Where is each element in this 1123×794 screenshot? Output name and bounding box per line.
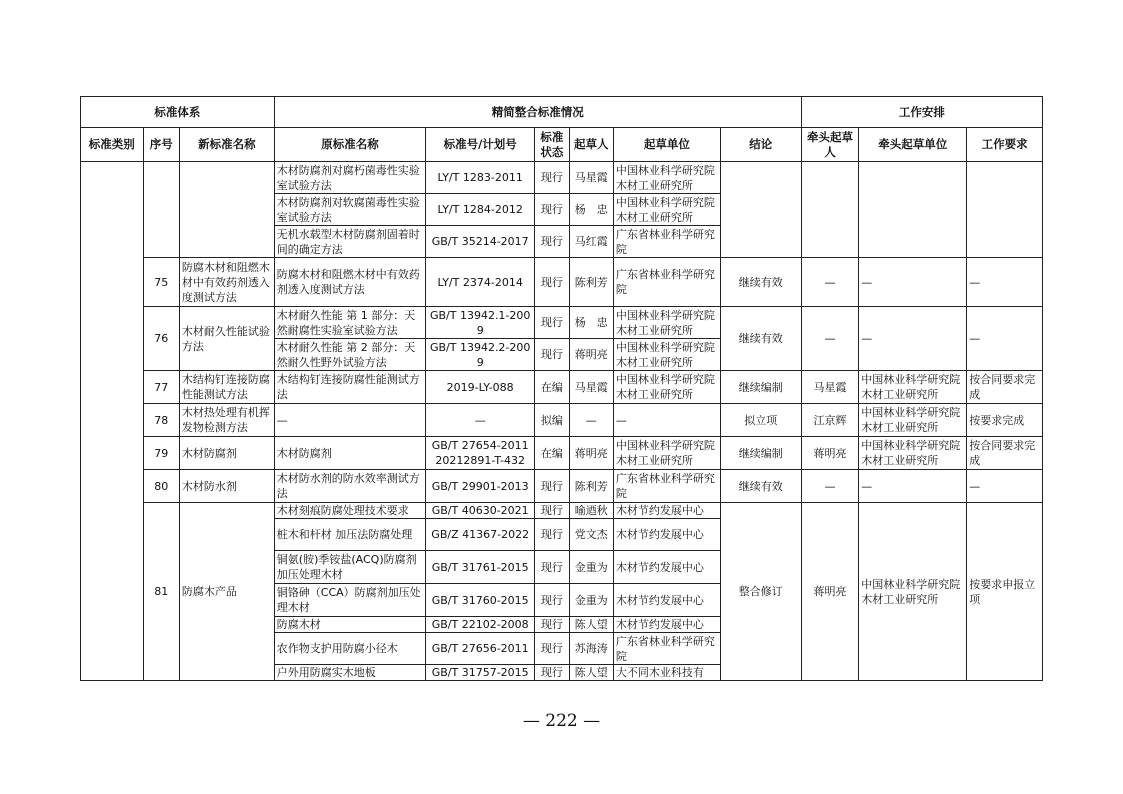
status: 现行 [535,584,569,617]
status: 现行 [535,339,569,371]
table-row [81,307,1043,339]
conclusion: 整合修订 [720,503,801,681]
status: 现行 [535,519,569,551]
lead-drafter: 蒋明亮 [801,503,859,681]
status: 现行 [535,617,569,633]
col-orig-name: 原标准名称 [274,128,425,162]
drafter: 喻迺秋 [569,503,613,519]
table-row [81,470,1043,503]
requirement: 按要求申报立项 [967,503,1043,681]
lead-drafter: 马星霞 [801,371,859,404]
orig-name: 木材防腐剂对软腐菌毒性实验室试验方法 [274,194,425,226]
drafter: 陈利芳 [569,470,613,503]
col-requirement: 工作要求 [967,128,1043,162]
std-no: LY/T 2374-2014 [426,258,535,307]
orig-name: 防腐木材 [274,617,425,633]
lead-drafter: — [801,307,859,371]
category-cell [81,162,144,681]
std-no: 2019-LY-088 [426,371,535,404]
col-lead-unit: 牵头起草单位 [859,128,967,162]
standards-table [80,96,1043,681]
new-name: 木结构钉连接防腐性能测试方法 [179,371,274,404]
header-group-system: 标准体系 [81,97,275,128]
drafter: 蒋明亮 [569,339,613,371]
unit: 大不同木业科技有 [613,665,720,681]
unit: 广东省林业科学研究院 [613,470,720,503]
unit: 木材节约发展中心 [613,584,720,617]
drafter: 杨 忠 [569,307,613,339]
new-name-cell [179,162,274,258]
unit: 广东省林业科学研究院 [613,226,720,258]
header-group-consolidation: 精简整合标准情况 [274,97,801,128]
orig-name: 木结构钉连接防腐性能测试方法 [274,371,425,404]
status: 拟编 [535,404,569,437]
orig-name: 无机水载型木材防腐剂固着时间的确定方法 [274,226,425,258]
lead-unit: 中国林业科学研究院木材工业研究所 [859,404,967,437]
orig-name: 铜铬砷（CCA）防腐剂加压处理木材 [274,584,425,617]
drafter: 蒋明亮 [569,437,613,470]
requirement: 按合同要求完成 [967,437,1043,470]
unit: 木材节约发展中心 [613,617,720,633]
std-no: LY/T 1284-2012 [426,194,535,226]
table-row [81,437,1043,470]
orig-name: 木材防腐剂对腐朽菌毒性实验室试验方法 [274,162,425,194]
unit: 广东省林业科学研究院 [613,633,720,665]
status: 现行 [535,307,569,339]
std-no: GB/T 22102-2008 [426,617,535,633]
std-no: GB/T 31761-2015 [426,551,535,584]
orig-name: 铜氨(胺)季铵盐(ACQ)防腐剂加压处理木材 [274,551,425,584]
drafter: 金重为 [569,551,613,584]
seq: 77 [143,371,179,404]
lead-drafter: 蒋明亮 [801,437,859,470]
std-no: GB/Z 41367-2022 [426,519,535,551]
status: 在编 [535,371,569,404]
drafter: — [569,404,613,437]
drafter: 金重为 [569,584,613,617]
requirement: 按合同要求完成 [967,371,1043,404]
lead-unit: 中国林业科学研究院木材工业研究所 [859,503,967,681]
seq: 78 [143,404,179,437]
conclusion [720,162,801,258]
orig-name: 防腐木材和阻燃木材中有效药剂透入度测试方法 [274,258,425,307]
std-no: GB/T 27654-2011 20212891-T-432 [426,437,535,470]
requirement: 按要求完成 [967,404,1043,437]
orig-name: 木材耐久性能 第 1 部分：天然耐腐性实验室试验方法 [274,307,425,339]
seq: 81 [143,503,179,681]
col-lead-drafter: 牵头起草人 [801,128,859,162]
seq: 79 [143,437,179,470]
conclusion: 继续编制 [720,437,801,470]
std-no: GB/T 31757-2015 [426,665,535,681]
requirement: — [967,258,1043,307]
table-row [81,371,1043,404]
lead-drafter [801,162,859,258]
new-name: 木材防水剂 [179,470,274,503]
seq: 80 [143,470,179,503]
col-new-name: 新标准名称 [179,128,274,162]
status: 在编 [535,437,569,470]
lead-unit: — [859,258,967,307]
lead-unit: — [859,307,967,371]
status: 现行 [535,194,569,226]
table-row [81,404,1043,437]
seq-cell [143,162,179,258]
unit: 木材节约发展中心 [613,503,720,519]
drafter: 苏海涛 [569,633,613,665]
orig-name: 木材耐久性能 第 2 部分：天然耐久性野外试验方法 [274,339,425,371]
std-no: GB/T 31760-2015 [426,584,535,617]
seq: 75 [143,258,179,307]
drafter: 党文杰 [569,519,613,551]
status: 现行 [535,162,569,194]
std-no: GB/T 13942.2-2009 [426,339,535,371]
unit: 中国林业科学研究院木材工业研究所 [613,437,720,470]
unit: 中国林业科学研究院木材工业研究所 [613,194,720,226]
col-conclusion: 结论 [720,128,801,162]
std-no: GB/T 13942.1-2009 [426,307,535,339]
header-group-row [81,97,1043,128]
new-name: 木材耐久性能试验方法 [179,307,274,371]
unit: 中国林业科学研究院木材工业研究所 [613,371,720,404]
lead-unit: 中国林业科学研究院木材工业研究所 [859,437,967,470]
std-no: GB/T 35214-2017 [426,226,535,258]
drafter: 陈利芳 [569,258,613,307]
conclusion: 继续编制 [720,371,801,404]
new-name: 防腐木材和阻燃木材中有效药剂透入度测试方法 [179,258,274,307]
seq: 76 [143,307,179,371]
lead-drafter: — [801,258,859,307]
unit: 中国林业科学研究院木材工业研究所 [613,162,720,194]
page-number: — 222 — [522,711,601,731]
unit: 木材节约发展中心 [613,551,720,584]
table-row [81,258,1043,307]
status: 现行 [535,551,569,584]
conclusion: 继续有效 [720,470,801,503]
std-no: — [426,404,535,437]
status: 现行 [535,665,569,681]
orig-name: 木材防水剂的防水效率测试方法 [274,470,425,503]
col-status: 标准状态 [535,128,569,162]
col-std-no: 标准号/计划号 [426,128,535,162]
unit: — [613,404,720,437]
conclusion: 继续有效 [720,307,801,371]
drafter: 杨 忠 [569,194,613,226]
new-name: 木材热处理有机挥发物检测方法 [179,404,274,437]
drafter: 陈人望 [569,617,613,633]
lead-unit: — [859,470,967,503]
header-group-work: 工作安排 [801,97,1042,128]
requirement [967,162,1043,258]
drafter: 陈人望 [569,665,613,681]
status: 现行 [535,470,569,503]
orig-name: 桩木和杆材 加压法防腐处理 [274,519,425,551]
orig-name: 农作物支护用防腐小径木 [274,633,425,665]
table-row [81,162,1043,194]
new-name: 防腐木产品 [179,503,274,681]
std-no: GB/T 27656-2011 [426,633,535,665]
orig-name: — [274,404,425,437]
conclusion: 继续有效 [720,258,801,307]
unit: 广东省林业科学研究院 [613,258,720,307]
orig-name: 木材防腐剂 [274,437,425,470]
lead-unit [859,162,967,258]
col-seq: 序号 [143,128,179,162]
status: 现行 [535,258,569,307]
conclusion: 拟立项 [720,404,801,437]
drafter: 马星霞 [569,371,613,404]
orig-name: 户外用防腐实木地板 [274,665,425,681]
unit: 木材节约发展中心 [613,519,720,551]
lead-drafter: — [801,470,859,503]
drafter: 马星霞 [569,162,613,194]
orig-name: 木材刻痕防腐处理技术要求 [274,503,425,519]
std-no: GB/T 40630-2021 [426,503,535,519]
col-drafter: 起草人 [569,128,613,162]
header-column-row [81,128,1043,162]
status: 现行 [535,633,569,665]
new-name: 木材防腐剂 [179,437,274,470]
col-unit: 起草单位 [613,128,720,162]
col-category: 标准类别 [81,128,144,162]
status: 现行 [535,226,569,258]
requirement: — [967,307,1043,371]
std-no: LY/T 1283-2011 [426,162,535,194]
lead-unit: 中国林业科学研究院木材工业研究所 [859,371,967,404]
table-row [81,503,1043,519]
unit: 中国林业科学研究院木材工业研究所 [613,307,720,339]
lead-drafter: 江京辉 [801,404,859,437]
unit: 中国林业科学研究院木材工业研究所 [613,339,720,371]
requirement: — [967,470,1043,503]
std-no: GB/T 29901-2013 [426,470,535,503]
status: 现行 [535,503,569,519]
drafter: 马红霞 [569,226,613,258]
